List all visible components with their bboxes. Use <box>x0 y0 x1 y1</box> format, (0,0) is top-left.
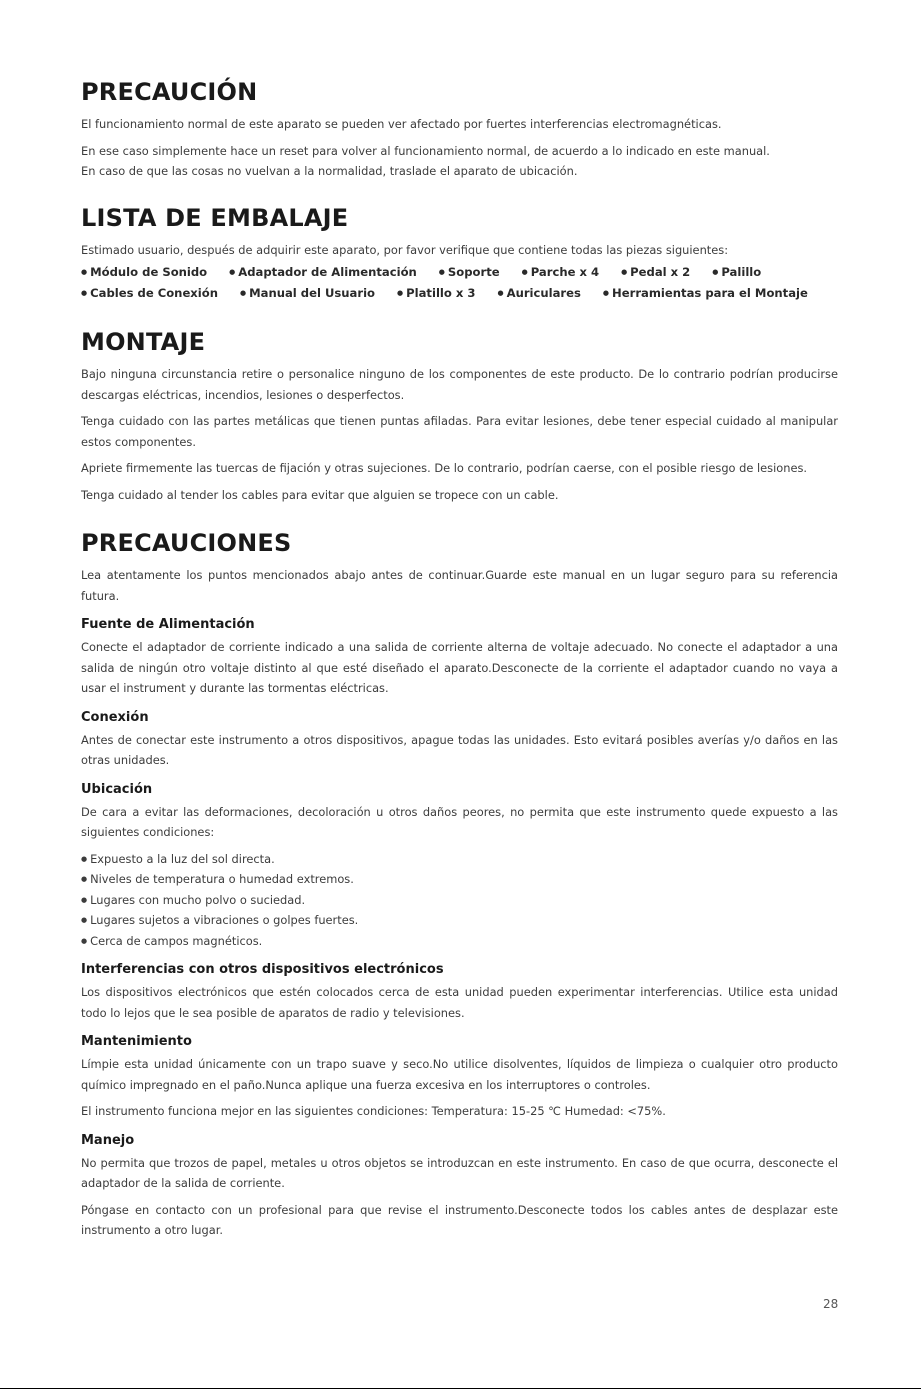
package-item: ● Palillo <box>712 262 761 283</box>
package-item: ● Platillo x 3 <box>397 283 475 304</box>
precauciones-intro: Lea atentamente los puntos mencionados abajo antes de continuar.Guarde este manual en un lugar seguro para su referencia futura. <box>81 568 838 603</box>
precaucion-paragraph-1: El funcionamiento normal de este aparato se pueden ver afectado por fuertes interferencias electromagnéticas. <box>81 117 722 131</box>
montaje-paragraph-4: Tenga cuidado al tender los cables para evitar que alguien se tropece con un cable. <box>81 487 559 502</box>
subsection-fuente <box>81 616 838 699</box>
montaje-paragraph-1: Bajo ninguna circunstancia retire o personalice ninguno de los componentes de este producto. De lo contrario podrían producirse descargas eléctricas, incendios, lesiones o desperfectos. <box>81 367 838 402</box>
package-item: ● Manual del Usuario <box>240 283 375 304</box>
section-montaje <box>81 326 838 505</box>
heading-manejo: Manejo <box>81 1132 135 1148</box>
subsection-manejo <box>81 1132 838 1241</box>
package-item: ● Soporte <box>439 262 500 283</box>
manejo-text-2: Póngase en contacto con un profesional para que revise el instrumento.Desconecte todos los cables antes de desplazar este instrumento a otro lugar. <box>81 1202 838 1237</box>
mantenimiento-text-1: Límpie esta unidad únicamente con un trapo suave y seco.No utilice disolventes, líquidos de limpieza o cualquier otro producto químico impregnado en el paño.Nunca aplique una fuerza excesiva en los interruptores o controles. <box>81 1057 838 1092</box>
subsection-interferencias <box>81 961 838 1023</box>
heading-lista-embalaje: LISTA DE EMBALAJE <box>81 203 349 232</box>
list-item: ● Lugares sujetos a vibraciones o golpes fuertes. <box>81 910 838 931</box>
montaje-paragraph-3: Apriete firmemente las tuercas de fijación y otras sujeciones. De lo contrario, podrían caerse, con el posible riesgo de lesiones. <box>81 461 808 475</box>
package-item: ● Parche x 4 <box>522 262 599 283</box>
package-item: ● Adaptador de Alimentación <box>229 262 417 283</box>
lista-intro: Estimado usuario, después de adquirir este aparato, por favor verifique que contiene todas las piezas siguientes: <box>81 242 729 257</box>
section-lista-embalaje <box>81 202 838 305</box>
package-item: ● Pedal x 2 <box>621 262 690 283</box>
package-item: ● Auriculares <box>497 283 580 304</box>
heading-mantenimiento: Mantenimiento <box>81 1034 192 1049</box>
montaje-paragraph-2: Tenga cuidado con las partes metálicas que tienen puntas afiladas. Para evitar lesiones, debe tener especial cuidado al manipular estos componentes. <box>81 414 838 449</box>
list-item: ● Lugares con mucho polvo o suciedad. <box>81 890 838 911</box>
list-item: ● Niveles de temperatura o humedad extremos. <box>81 869 838 890</box>
precaucion-paragraph-2a: En ese caso simplemente hace un reset para volver al funcionamiento normal, de acuerdo a lo indicado en este manual. <box>81 143 770 158</box>
mantenimiento-text-2: El instrumento funciona mejor en las siguientes condiciones: Temperatura: 15-25 ℃ Humedad: <75%. <box>81 1104 666 1118</box>
heading-ubicacion: Ubicación <box>81 781 153 797</box>
package-item: ● Módulo de Sonido <box>81 262 207 283</box>
section-precauciones <box>81 527 838 1241</box>
heading-interferencias: Interferencias con otros dispositivos electrónicos <box>81 962 444 977</box>
interferencias-text: Los dispositivos electrónicos que estén colocados cerca de esta unidad pueden experimentar interferencias. Utilice esta unidad todo lo lejos que le sea posible de aparatos de radio y televisiones. <box>81 985 838 1020</box>
package-item: ● Cables de Conexión <box>81 283 218 304</box>
ubicacion-text: De cara a evitar las deformaciones, decoloración u otros daños peores, no permita que este instrumento quede expuesto a las siguientes condiciones: <box>81 804 838 839</box>
manejo-text-1: No permita que trozos de papel, metales u otros objetos se introduzcan en este instrumento. En caso de que ocurra, desconecte el adaptador de la salida de corriente. <box>81 1155 838 1190</box>
fuente-text: Conecte el adaptador de corriente indicado a una salida de corriente alterna de voltaje adecuado. No conecte el adaptador a una salida de ningún otro voltaje distinto al que esté diseñado el aparato.Desconecte de la corriente el adaptador cuando no vaya a usar el instrument y durante las tormentas eléctricas. <box>81 640 838 695</box>
ubicacion-conditions-list <box>81 849 838 952</box>
heading-precaucion: PRECAUCIÓN <box>81 78 258 106</box>
package-items-row-1 <box>81 262 838 283</box>
list-item: ● Expuesto a la luz del sol directa. <box>81 849 838 870</box>
heading-precauciones: PRECAUCIONES <box>81 529 292 557</box>
subsection-mantenimiento <box>81 1033 838 1122</box>
heading-conexion: Conexión <box>81 709 149 725</box>
section-precaucion <box>81 76 838 182</box>
heading-montaje: MONTAJE <box>81 328 206 356</box>
bottom-divider <box>0 1388 921 1389</box>
subsection-conexion <box>81 709 838 771</box>
heading-fuente: Fuente de Alimentación <box>81 617 255 632</box>
list-item: ● Cerca de campos magnéticos. <box>81 931 838 952</box>
subsection-ubicacion <box>81 781 838 952</box>
conexion-text: Antes de conectar este instrumento a otros dispositivos, apague todas las unidades. Esto evitará posibles averías y/o daños en las otras unidades. <box>81 732 838 767</box>
package-items-row-2 <box>81 283 838 304</box>
precaucion-paragraph-2b: En caso de que las cosas no vuelvan a la normalidad, traslade el aparato de ubicación. <box>81 164 578 178</box>
package-item: ● Herramientas para el Montaje <box>603 283 808 304</box>
manual-page <box>81 76 838 1261</box>
page-number: 28 <box>823 1297 839 1311</box>
